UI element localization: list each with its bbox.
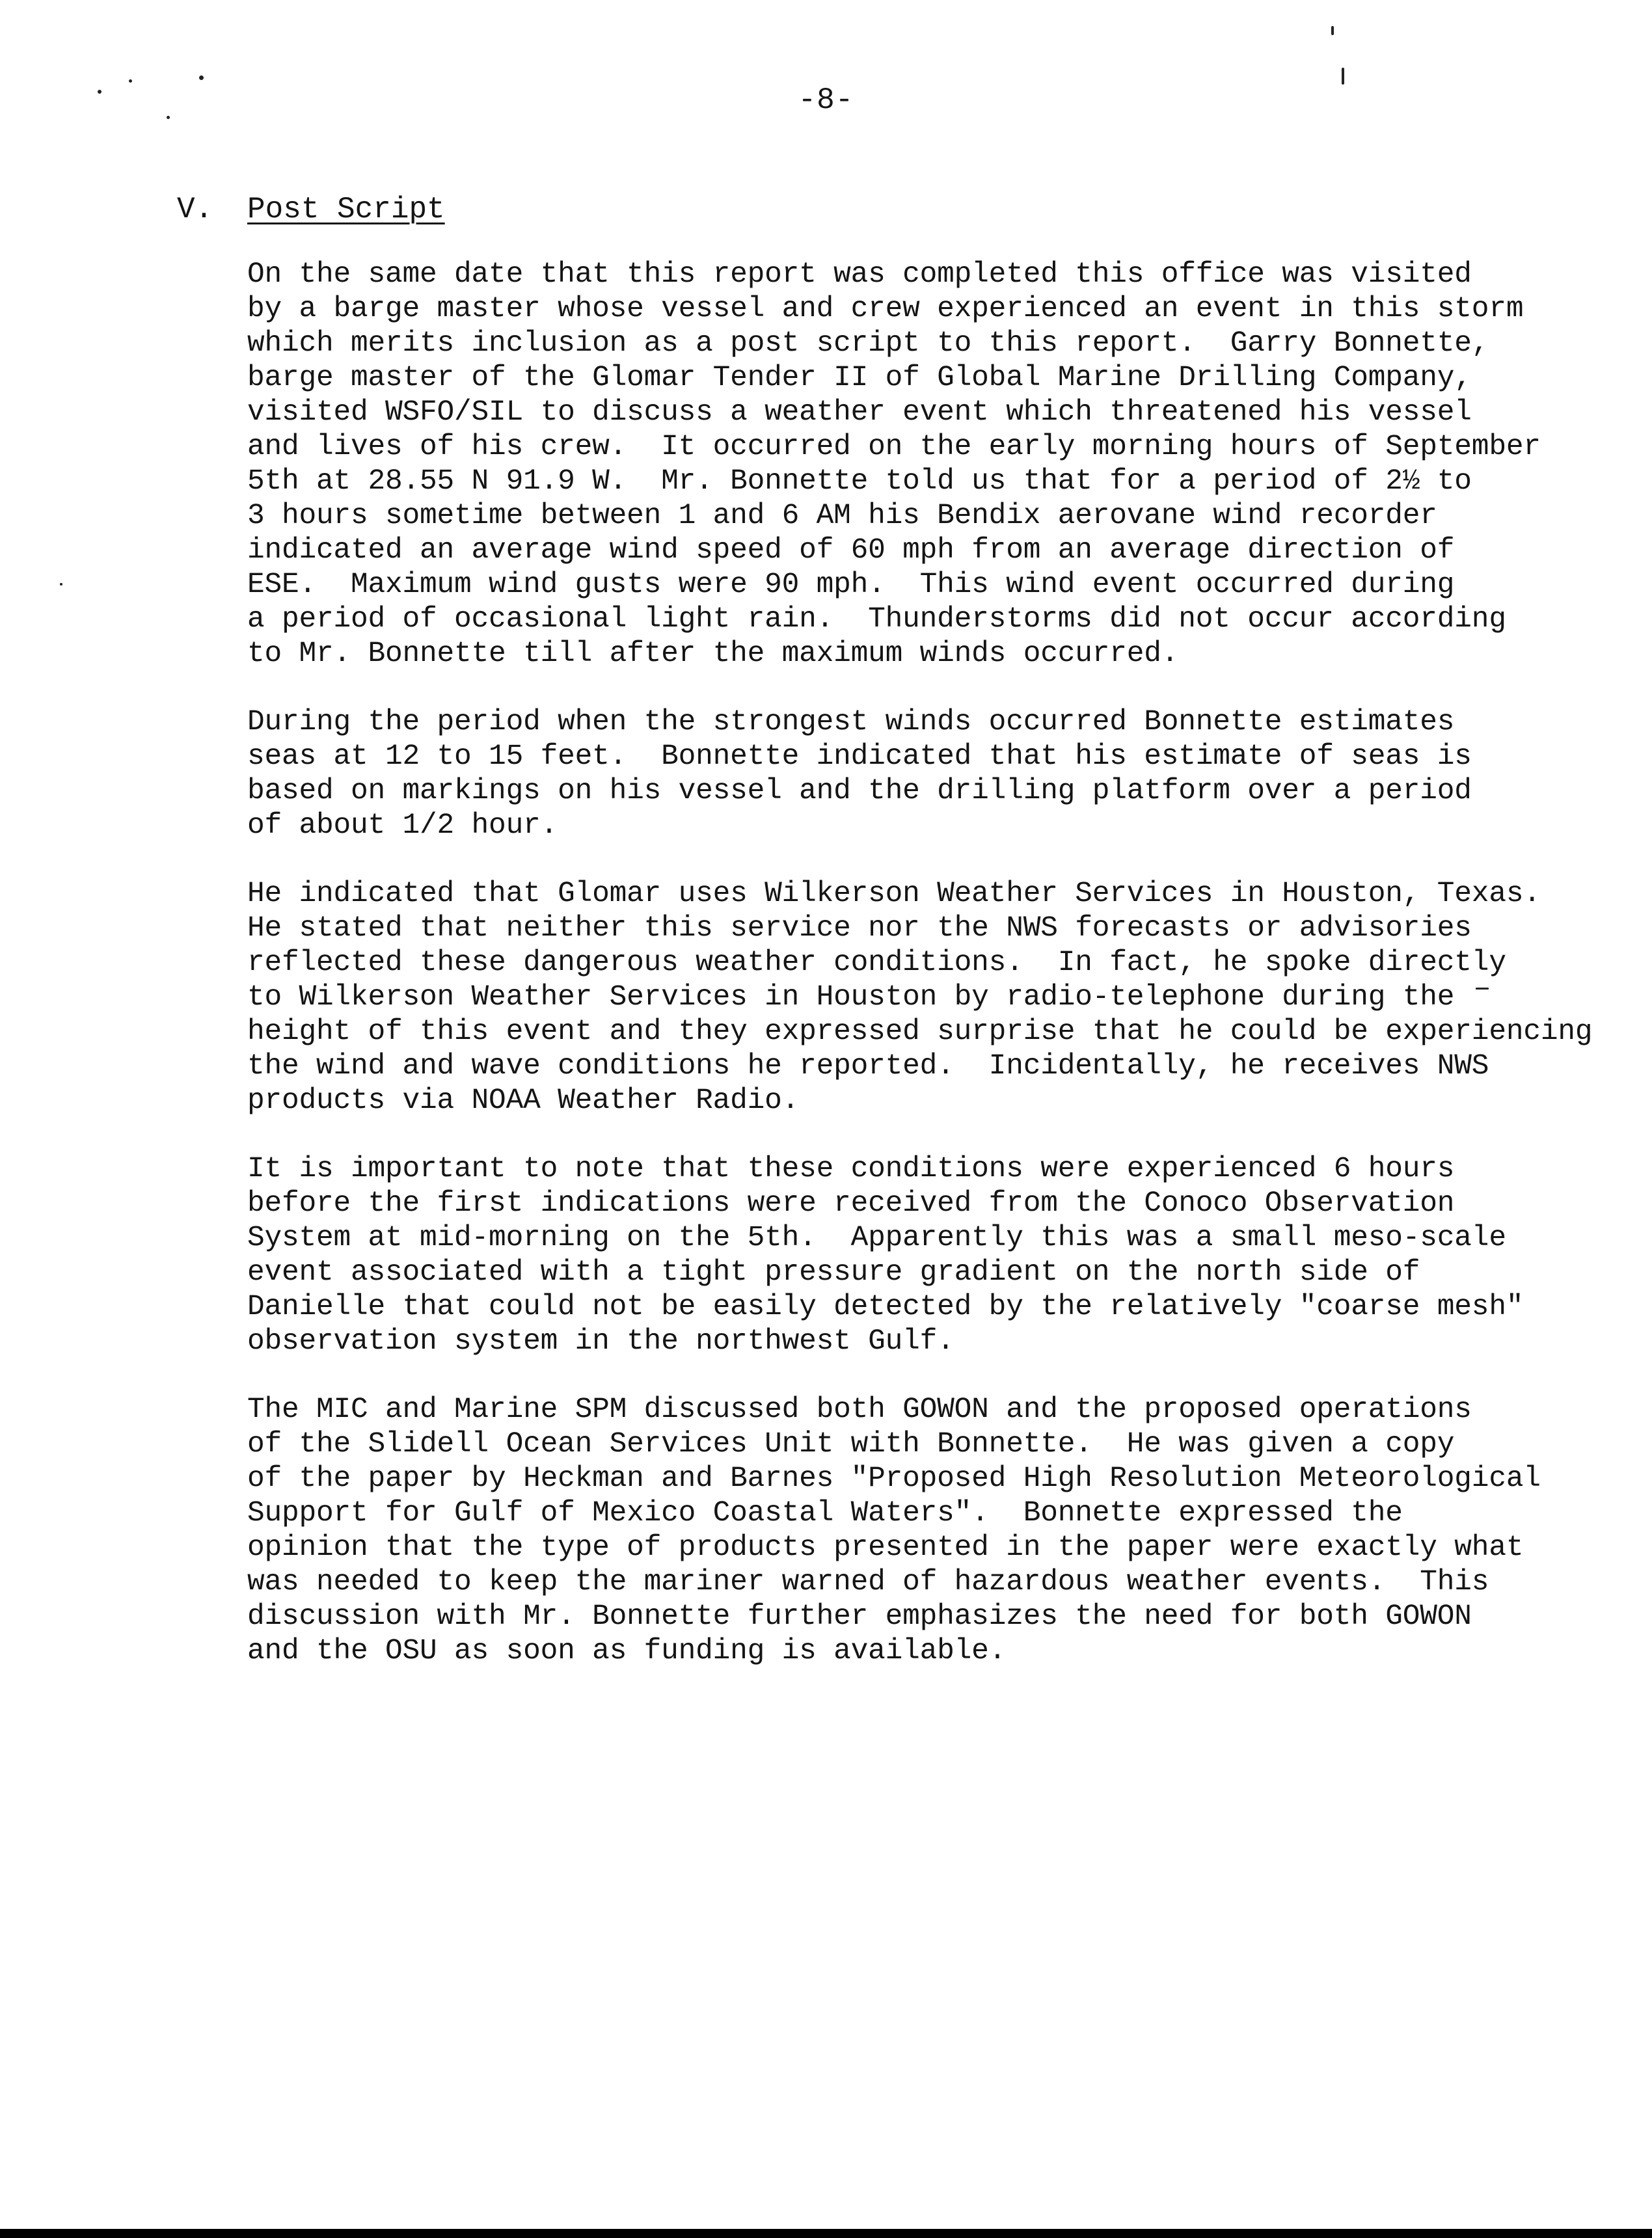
- text-line: On the same date that this report was completed this office was visited: [247, 258, 1472, 291]
- paragraph-4: [247, 1152, 1568, 1359]
- scan-speck: [1342, 68, 1344, 85]
- text-line: The MIC and Marine SPM discussed both GOWON and the proposed operations: [247, 1394, 1472, 1426]
- text-line: to Mr. Bonnette till after the maximum winds occurred.: [247, 638, 1179, 670]
- text-line: observation system in the northwest Gulf.: [247, 1325, 955, 1358]
- text-line: height of this event and they expressed surprise that he could be experiencing: [247, 1016, 1593, 1048]
- text-line: discussion with Mr. Bonnette further emphasizes the need for both GOWON: [247, 1600, 1472, 1633]
- paragraph-5: [247, 1393, 1568, 1669]
- text-line: and lives of his crew. It occurred on the early morning hours of September: [247, 431, 1541, 463]
- text-line: the wind and wave conditions he reported. Incidentally, he receives NWS: [247, 1050, 1489, 1083]
- text-line: Support for Gulf of Mexico Coastal Waters". Bonnette expressed the: [247, 1497, 1403, 1530]
- text-line: to Wilkerson Weather Services in Houston by radio-telephone during the: [247, 981, 1455, 1014]
- text-line: was needed to keep the mariner warned of hazardous weather events. This: [247, 1566, 1489, 1598]
- text-line: It is important to note that these conditions were experienced 6 hours: [247, 1153, 1455, 1185]
- fold-bar: [0, 2229, 1652, 2238]
- text-line: a period of occasional light rain. Thunderstorms did not occur according: [247, 603, 1506, 636]
- text-line: 3 hours sometime between 1 and 6 AM his Bendix aerovane wind recorder: [247, 500, 1437, 532]
- paragraph-1: [247, 258, 1568, 671]
- scan-speck: [1476, 988, 1489, 990]
- scan-speck: [60, 583, 62, 586]
- text-line: of the paper by Heckman and Barnes "Proposed High Resolution Meteorological: [247, 1463, 1541, 1495]
- scan-speck: [129, 79, 132, 83]
- paragraph-3: [247, 877, 1593, 1118]
- scan-speck: [199, 75, 204, 80]
- text-line: He indicated that Glomar uses Wilkerson Weather Services in Houston, Texas.: [247, 878, 1541, 910]
- scan-speck: [98, 90, 102, 94]
- text-line: 5th at 28.55 N 91.9 W. Mr. Bonnette told us that for a period of 2½ to: [247, 465, 1472, 498]
- text-line: by a barge master whose vessel and crew experienced an event in this storm: [247, 293, 1524, 325]
- text-line: and the OSU as soon as funding is available.: [247, 1635, 1007, 1667]
- text-line: event associated with a tight pressure gradient on the north side of: [247, 1256, 1420, 1289]
- text-line: barge master of the Glomar Tender II of Global Marine Drilling Company,: [247, 362, 1472, 394]
- text-line: products via NOAA Weather Radio.: [247, 1085, 800, 1117]
- text-line: indicated an average wind speed of 60 mph from an average direction of: [247, 534, 1455, 567]
- text-line: During the period when the strongest winds occurred Bonnette estimates: [247, 706, 1455, 738]
- text-line: System at mid-morning on the 5th. Apparently this was a small meso-scale: [247, 1222, 1506, 1254]
- text-line: visited WSFO/SIL to discuss a weather event which threatened his vessel: [247, 396, 1472, 429]
- text-line: Danielle that could not be easily detected by the relatively "coarse mesh": [247, 1291, 1524, 1323]
- page-number: -8-: [798, 83, 854, 117]
- section-number: V.: [177, 193, 213, 226]
- body-text: [247, 258, 1593, 1703]
- text-line: He stated that neither this service nor the NWS forecasts or advisories: [247, 912, 1472, 945]
- text-line: before the first indications were received from the Conoco Observation: [247, 1187, 1455, 1220]
- paragraph-2: [247, 705, 1568, 843]
- section-title: Post Script: [247, 193, 445, 226]
- text-line: seas at 12 to 15 feet. Bonnette indicated that his estimate of seas is: [247, 740, 1472, 773]
- scan-speck: [167, 116, 170, 119]
- text-line: opinion that the type of products presented in the paper were exactly what: [247, 1531, 1524, 1564]
- text-line: based on markings on his vessel and the drilling platform over a period: [247, 775, 1472, 807]
- text-line: of about 1/2 hour.: [247, 809, 558, 842]
- text-line: reflected these dangerous weather conditions. In fact, he spoke directly: [247, 947, 1506, 979]
- text-line: which merits inclusion as a post script to this report. Garry Bonnette,: [247, 327, 1489, 360]
- scan-speck: [1331, 26, 1334, 35]
- section-heading: [177, 193, 445, 226]
- text-line: of the Slidell Ocean Services Unit with Bonnette. He was given a copy: [247, 1428, 1455, 1461]
- text-line: ESE. Maximum wind gusts were 90 mph. This wind event occurred during: [247, 569, 1455, 601]
